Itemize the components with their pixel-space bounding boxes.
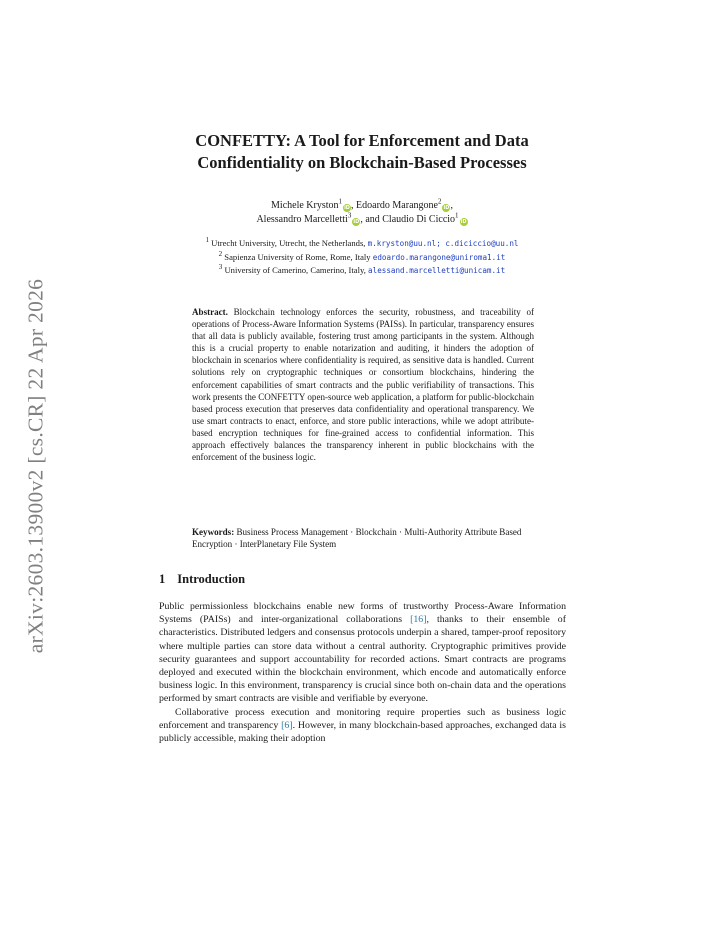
keywords-text: Business Process Management · Blockchain · Multi-Authority Attribute Based Encryption · InterPlanetary File System: [192, 527, 522, 550]
author-affil-mark: 1: [455, 211, 459, 220]
author-affil-mark: 1: [338, 197, 343, 206]
section-number: 1: [159, 572, 166, 586]
affiliation-1: [150, 237, 574, 251]
affil-email-link[interactable]: alessand.marcelletti@unicam.it: [368, 266, 506, 275]
keywords-label: Keywords:: [192, 527, 235, 537]
citation-link[interactable]: [6]: [281, 719, 293, 731]
section-heading: [159, 572, 245, 587]
paper-title: [120, 130, 604, 174]
affiliation-list: [150, 237, 574, 278]
orcid-icon[interactable]: iD: [443, 205, 450, 211]
affil-mark: 1: [205, 236, 209, 245]
citation-link[interactable]: [16]: [410, 614, 427, 626]
para-text: Public permissionless blockchains enable new forms of trustworthy Process-Aware Information Systems (PAISs) and inter-organizational collaborations: [159, 601, 566, 626]
affil-text: University of Camerino, Camerino, Italy,: [224, 265, 366, 275]
author-name: Claudio Di Ciccio: [382, 214, 456, 225]
abstract: [192, 306, 534, 463]
author-list: [150, 199, 574, 227]
arxiv-identifier: arXiv:2603.13900v2 [cs.CR] 22 Apr 2026: [23, 278, 48, 654]
orcid-icon[interactable]: iD: [344, 205, 350, 211]
affil-text: Utrecht University, Utrecht, the Netherlands,: [211, 238, 366, 248]
authors-line-1: [150, 199, 574, 213]
author-affil-mark: 2: [437, 197, 442, 206]
author-name: Michele Kryston: [271, 200, 339, 211]
affil-text: Sapienza University of Rome, Rome, Italy: [224, 251, 371, 262]
author-name: Edoardo Marangone: [356, 200, 438, 211]
author-separator: ,: [351, 200, 357, 211]
body-text: [159, 600, 566, 745]
abstract-label: Abstract.: [192, 307, 228, 317]
author-affil-mark: 3: [347, 211, 352, 220]
keywords: [192, 526, 542, 550]
author-separator: ,: [450, 200, 453, 211]
paragraph-1: [159, 600, 566, 706]
affil-email-link[interactable]: m.kryston@uu.nl; c.diciccio@uu.nl: [367, 239, 519, 248]
authors-line-2: [150, 213, 574, 227]
affiliation-2: [150, 251, 574, 265]
para-text: Collaborative process execution and monitoring require properties such as business logic enforcement and transparency: [159, 706, 566, 731]
author-separator: ,: [360, 214, 366, 225]
section-title: Introduction: [177, 572, 246, 586]
para-text: . However, in many blockchain-based approaches, exchanged data is publicly accessible, making their adoption: [159, 719, 566, 745]
affil-mark: 2: [218, 249, 223, 258]
author-name: Alessandro Marcelletti: [256, 214, 348, 225]
title-line-2: Confidentiality on Blockchain-Based Processes: [197, 153, 527, 172]
affiliation-3: [150, 264, 574, 278]
paragraph-2: [159, 706, 566, 746]
author-and: and: [365, 214, 383, 225]
orcid-icon[interactable]: iD: [460, 219, 467, 225]
affil-mark: 3: [218, 263, 223, 272]
para-text: , thanks to their ensemble of characteristics. Distributed ledgers and consensus protocols underpin a shared, tamper-proof repository where multiple parties can store data without a central authority. Cryptographic primitives provide security guarantees and support accountability for recorded actions. Smart contracts are programs deployed and executed within the blockchain environment, which encode and automatically enforce business logic. In this environment, transparency is crucial since both on-chain data and the operations performed by smart contracts are visible and verifiable by everyone.: [159, 614, 566, 705]
orcid-icon[interactable]: iD: [353, 219, 360, 225]
title-line-1: CONFETTY: A Tool for Enforcement and Data: [195, 131, 529, 150]
abstract-text: Blockchain technology enforces the security, robustness, and traceability of operations of Process-Aware Information Systems (PAISs). In particular, transparency ensures that all data is publicly available, fostering trust among participants in the system. Although this is a crucial property to enable notarization and auditing, it hinders the adoption of blockchain in scenarios where confidentiality is required, as sensitive data is handled. Current solutions rely on cryptographic techniques or consortium blockchains, hindering the enforcement capabilities of smart contracts and the public verifiability of transactions. This work presents the CONFETTY open-source web application, a platform for public-blockchain based process execution that preserves data confidentiality and operational transparency. We use smart contracts to enact, enforce, and store public interactions, while we adopt attribute-based encryption techniques for fine-grained access to confidential information. This approach effectively balances the transparency inherent in public blockchains with the enforcement of the business logic.: [192, 307, 534, 463]
affil-email-link[interactable]: edoardo.marangone@uniroma1.it: [372, 252, 506, 262]
